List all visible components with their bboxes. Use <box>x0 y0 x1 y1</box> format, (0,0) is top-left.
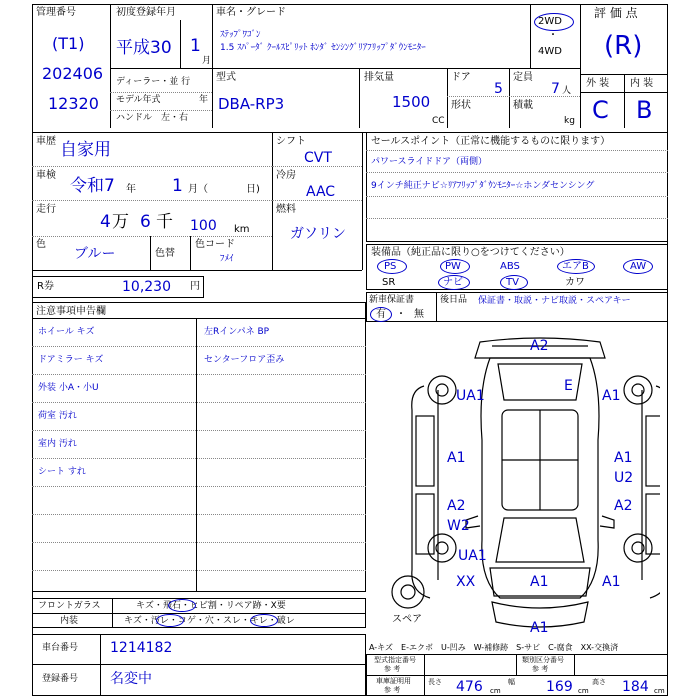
legend-text: A-キズ E-エクボ U-凹み W-補修跡 S-サビ C-腐食 XX-交換済 <box>369 643 619 652</box>
exterior-value: C <box>592 96 609 124</box>
note-left-4: 荷室 汚れ <box>38 411 77 421</box>
damage-mark: A1 <box>530 574 549 590</box>
category-ref: 参 考 <box>532 665 549 673</box>
sales-line-1: パワースライドドア（両側） <box>371 157 488 167</box>
color-change-label: 色替 <box>155 248 175 259</box>
front-glass-label: フロントガラス <box>38 601 101 611</box>
sales-line-2: 9インチ純正ナビ☆ﾘｱﾌﾘｯﾌﾟﾀﾞｳﾝﾓﾆﾀｰ☆ホンダセンシング <box>371 181 595 191</box>
shape-label: 形状 <box>451 100 471 111</box>
spare-label: スペア <box>392 614 422 625</box>
cert-label: 車庫証明用 <box>376 677 411 685</box>
note-right-1: 左Rインパネ BP <box>204 327 270 337</box>
damage-mark: A2 <box>614 498 633 514</box>
displacement-unit: CC <box>432 116 445 126</box>
displacement-value: 1500 <box>392 93 431 111</box>
model-year-label: モデル年式 <box>116 95 161 105</box>
warranty-yes: 有 <box>376 309 386 320</box>
interior-value: B <box>636 96 653 124</box>
drive-2wd: 2WD <box>538 16 562 27</box>
damage-mark: UA1 <box>456 388 485 404</box>
load-unit: kg <box>564 116 575 126</box>
reg-value: 名変中 <box>110 671 152 687</box>
damage-mark: XX <box>456 574 476 590</box>
inspection-day-unit: 日) <box>246 184 260 195</box>
inspection-month: 1 <box>172 176 183 196</box>
first-reg-label: 初度登録年月 <box>116 7 176 18</box>
equip-airbag: エアB <box>562 261 589 272</box>
model-line1: ｽﾃｯﾌﾟﾜｺﾞﾝ <box>220 30 261 40</box>
front-glass-value: キズ・飛石・ヒビ割・リペア跡・X要 <box>136 601 286 611</box>
note-left-1: ホイール キズ <box>38 327 95 337</box>
load-label: 積載 <box>513 100 533 111</box>
reg-label: 登録番号 <box>42 674 79 684</box>
equip-leather: カワ <box>565 277 585 288</box>
after-value: 保証書・取説・ナビ取説・スペアキー <box>478 296 631 306</box>
inspection-month-unit: 月（ <box>188 184 208 195</box>
equip-pw: PW <box>445 261 461 272</box>
damage-mark: A1 <box>602 574 621 590</box>
length-unit: cm <box>490 687 501 695</box>
first-reg-month: 1 <box>190 36 201 56</box>
chassis-box <box>32 634 366 696</box>
notes-title: 注意事項申告欄 <box>36 306 106 317</box>
fuel-label: 燃料 <box>276 204 296 215</box>
doors-label: ドア <box>451 72 471 83</box>
new-car-label: 新車保証書 <box>369 295 415 305</box>
equipment-title: 装備品（純正品に限り○をつけてください） <box>371 247 570 258</box>
damage-mark: UA1 <box>458 548 487 564</box>
chassis-label: 車台番号 <box>42 643 79 653</box>
mgmt-num2: 12320 <box>48 94 99 113</box>
after-label: 後日品 <box>440 295 468 305</box>
ac-label: 冷房 <box>276 170 296 181</box>
damage-mark: A1 <box>602 388 621 404</box>
handle-label: ハンドル 左・右 <box>116 113 189 123</box>
note-left-2: ドアミラー キズ <box>38 355 104 365</box>
drive-4wd: 4WD <box>538 46 562 57</box>
dealer-label: ディーラー・並 行 <box>116 77 191 87</box>
width-value: 169 <box>546 679 573 695</box>
warranty-sep: ・ <box>396 309 406 320</box>
sales-points-title: セールスポイント（正常に機能するものに限ります） <box>371 136 611 147</box>
capacity-label: 定員 <box>513 72 533 83</box>
shift-label: シフト <box>276 136 306 147</box>
mgmt-label: 管理番号 <box>36 7 76 18</box>
note-left-3: 外装 小A・小U <box>38 383 99 393</box>
height-unit: cm <box>654 687 665 695</box>
damage-mark: W2 <box>447 518 470 534</box>
chassis-value: 1214182 <box>110 640 173 656</box>
category-label: 類別区分番号 <box>522 656 564 664</box>
width-label: 幅 <box>508 678 515 686</box>
mileage-man-unit: 万 <box>112 212 129 232</box>
inspection-label: 車検 <box>36 170 56 181</box>
damage-mark: E <box>564 378 573 394</box>
mileage-unit: km <box>234 224 250 235</box>
inspection-year-unit: 年 <box>126 184 136 195</box>
mileage-hyaku: 100 <box>190 218 217 234</box>
note-left-6: シート すれ <box>38 467 86 477</box>
mileage-label: 走行 <box>36 204 56 215</box>
interior-label: 内 装 <box>630 78 654 89</box>
equip-abs: ABS <box>500 261 520 272</box>
model-year-unit: 年 <box>199 95 209 105</box>
color-code-value: ﾌﾒｲ <box>220 254 234 264</box>
mgmt-num1: 202406 <box>42 64 104 83</box>
equip-ps: PS <box>384 261 397 272</box>
recycle-unit: 円 <box>190 281 200 292</box>
width-unit: cm <box>578 687 589 695</box>
type-value: DBA-RP3 <box>218 95 285 113</box>
damage-mark: U2 <box>614 470 634 486</box>
equip-sr: SR <box>382 277 396 288</box>
drive-dot: ・ <box>548 30 558 41</box>
damage-mark: A1 <box>614 450 633 466</box>
model-line2: 1.5 ｽﾊﾟｰﾀﾞ ｸｰﾙｽﾋﾟﾘｯﾄ ﾎﾝﾀﾞ ｾﾝｼﾝｸﾞﾘｱﾌﾘｯﾌﾟﾀﾞｳﾝﾓﾆﾀｰ <box>220 43 426 53</box>
color-code-label: 色コード <box>195 239 235 250</box>
recycle-box <box>32 276 204 298</box>
color-value: ブルー <box>74 246 116 262</box>
exterior-label: 外 装 <box>586 78 610 89</box>
history-label: 車歴 <box>36 136 56 147</box>
doors-value: 5 <box>494 81 503 97</box>
first-reg-era: 平成30 <box>116 38 172 58</box>
note-right-2: センターフロア歪み <box>204 355 285 365</box>
grade-label: 評 価 点 <box>594 6 638 20</box>
height-value: 184 <box>622 679 649 695</box>
mgmt-t1: (T1) <box>52 34 85 53</box>
history-value: 自家用 <box>60 140 111 160</box>
height-label: 高さ <box>592 678 606 686</box>
model-grade-label: 車名・グレード <box>216 7 286 18</box>
type-designation-ref: 参 考 <box>384 665 401 673</box>
inspection-era: 令和7 <box>70 176 115 196</box>
recycle-value: 10,230 <box>122 279 171 295</box>
equip-tv: TV <box>506 277 519 288</box>
length-label: 長さ <box>428 678 442 686</box>
cert-ref: 参 考 <box>384 686 401 694</box>
damage-mark: A2 <box>447 498 466 514</box>
mileage-sen: 6 <box>140 212 151 232</box>
length-value: 476 <box>456 679 483 695</box>
interior-cond-label: 内装 <box>60 616 79 626</box>
capacity-unit: 人 <box>562 86 572 96</box>
recycle-label: R券 <box>37 281 54 292</box>
equip-aw: AW <box>630 261 647 272</box>
type-label: 型式 <box>216 72 236 83</box>
warranty-no: 無 <box>414 309 424 320</box>
color-label: 色 <box>36 239 46 250</box>
displacement-label: 排気量 <box>364 72 394 83</box>
equip-navi: ナビ <box>443 277 463 288</box>
first-reg-month-unit: 月 <box>202 56 212 66</box>
fuel-value: ガソリン <box>290 226 346 242</box>
damage-mark: A1 <box>447 450 466 466</box>
ac-value: AAC <box>306 184 336 200</box>
grade-value: (R) <box>604 31 643 61</box>
mileage-sen-unit: 千 <box>156 212 173 232</box>
damage-mark: A2 <box>530 338 549 354</box>
type-designation-label: 型式指定番号 <box>374 656 416 664</box>
interior-cond-value: キズ・汚レ・コゲ・穴・スレ・キレ・破レ <box>124 616 295 626</box>
note-left-5: 室内 汚れ <box>38 439 77 449</box>
mileage-man: 4 <box>100 212 111 232</box>
damage-mark: A1 <box>530 620 549 636</box>
capacity-value: 7 <box>551 81 560 97</box>
shift-value: CVT <box>304 150 332 166</box>
